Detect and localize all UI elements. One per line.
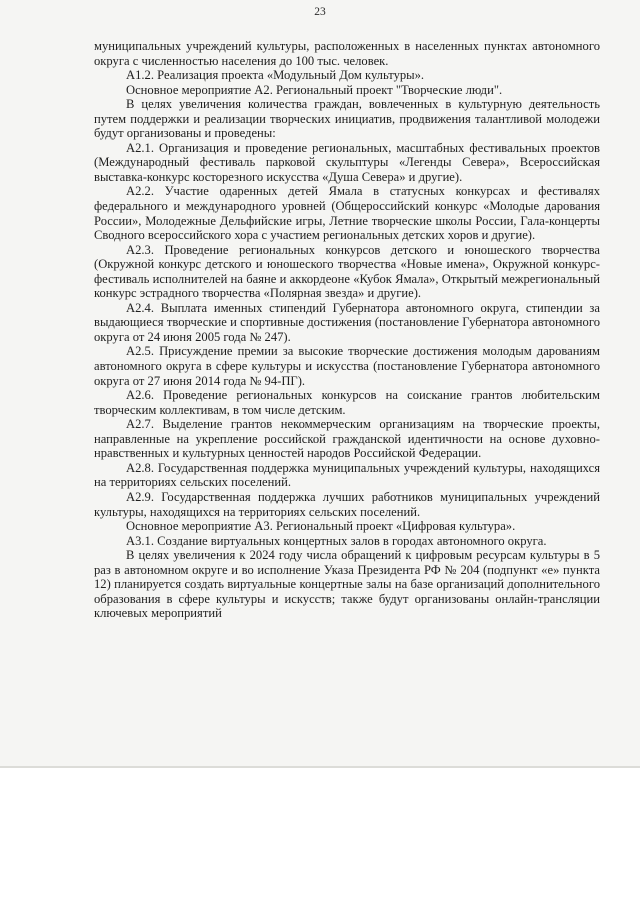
paragraph-main-event-a2: Основное мероприятие А2. Региональный проект "Творческие люди".: [126, 82, 503, 97]
paragraph-main-event-a3: Основное мероприятие А3. Региональный проект «Цифровая культура».: [126, 519, 516, 534]
paragraph-a2-6: А2.6. Проведение региональных конкурсов на соискание грантов любительским творческим коллективам, в том числе детским.: [94, 388, 600, 417]
paragraph-a3-details: В целях увеличения к 2024 году числа обращений к цифровым ресурсам культуры в 5 раз в автономном округе и во исполнение Указа Президента РФ № 204 (подпункт «е» пункта 12) планируется создать виртуальные концертные залы на базе организаций дополнительного образования в сфере культуры и искусств; также будут организованы онлайн-трансляции ключевых мероприятий: [94, 548, 600, 621]
paragraph-a3-1: А3.1. Создание виртуальных концертных залов в городах автономного округа.: [126, 533, 547, 548]
document-body: [94, 39, 600, 621]
paragraph-continuation: муниципальных учреждений культуры, расположенных в населенных пунктах автономного округа с численностью населения до 100 тыс. человек.: [94, 39, 600, 68]
paragraph-a2-2: А2.2. Участие одаренных детей Ямала в статусных конкурсах и фестивалях федерального и международного уровней (Общероссийский конкурс «Молодые дарования России», Молодежные Дельфийские игры, Летние творческие школы России, Гала-концерты Сводного всероссийского хора с участием региональных детских хоров и другие).: [94, 184, 600, 243]
paragraph-a2-4: А2.4. Выплата именных стипендий Губернатора автономного округа, стипендии за выдающиеся творческие и спортивные достижения (постановление Губернатора автономного округа от 24 июня 2005 года № 247).: [94, 300, 600, 344]
page-number: 23: [314, 6, 326, 18]
scan-edge: [0, 766, 640, 768]
paragraph-a2-1: А2.1. Организация и проведение региональных, масштабных фестивальных проектов (Международный фестиваль парковой скульптуры «Легенды Севера», Всероссийская выставка-конкурс косторезного искусства «Душа Севера» и другие).: [94, 140, 600, 184]
paragraph-a2-intro: В целях увеличения количества граждан, вовлеченных в культурную деятельность путем поддержки и реализации творческих инициатив, продвижения талантливой молодежи будут организованы и проведены:: [94, 97, 600, 141]
paragraph-a2-8: А2.8. Государственная поддержка муниципальных учреждений культуры, находящихся на территориях сельских поселений.: [94, 460, 600, 490]
paragraph-a2-9: А2.9. Государственная поддержка лучших работников муниципальных учреждений культуры, находящихся на территориях сельских поселений.: [94, 489, 600, 519]
paragraph-a2-3: А2.3. Проведение региональных конкурсов детского и юношеского творчества (Окружной конкурс детского и юношеского творчества «Новые имена», Окружной конкурс-фестиваль исполнителей на баяне и аккордеоне «Кубок Ямала», Открытый межрегиональный конкурс эстрадного творчества «Полярная звезда» и другие).: [94, 242, 600, 301]
paragraph-a2-5: А2.5. Присуждение премии за высокие творческие достижения молодым дарованиям автономного округа в сфере культуры и искусства (постановление Губернатора автономного округа от 27 июня 2014 года № 94-ПГ).: [94, 344, 600, 388]
paragraph-a1-2: А1.2. Реализация проекта «Модульный Дом культуры».: [126, 68, 425, 83]
paragraph-a2-7: А2.7. Выделение грантов некоммерческим организациям на творческие проекты, направленные на укрепление российской гражданской идентичности на основе духовно-нравственных и культурных ценностей народов Российской Федерации.: [94, 417, 600, 461]
